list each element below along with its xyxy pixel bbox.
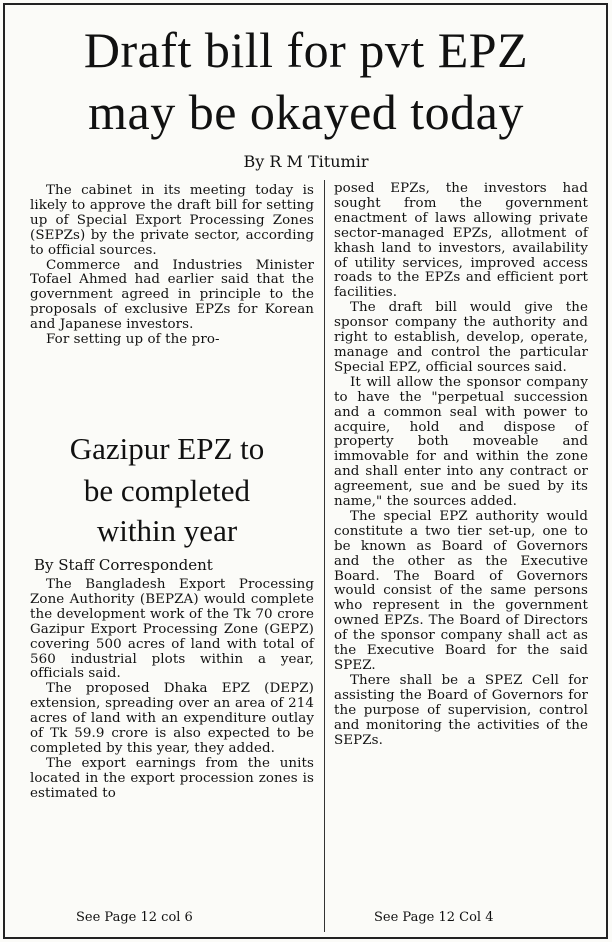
paragraph: The Bangladesh Export Processing Zone Authority (BEPZA) would complete the development work of the Tk 70 crore Gazipur Export Processing Zone (GEPZ) covering 500 acres of land with total of 560 industrial plots within a year, officials said.: [30, 577, 314, 682]
paragraph: The export earnings from the units located in the export procession zones is estimated to: [30, 755, 314, 801]
paragraph: It will allow the sponsor company to have the "perpetual succession and a common seal with power to acquire, hold and dispose of property both moveable and immovable for and within the zone and shall enter into any contract or agreement, sue and be sued by its name," the sources added.: [334, 374, 588, 510]
sub-headline-line-1: Gazipur EPZ to: [69, 431, 265, 466]
headline-line-2: may be okayed today: [88, 84, 524, 140]
headline-line-1: Draft bill for pvt EPZ: [83, 22, 529, 78]
paragraph: posed EPZs, the investors had sought from the government enactment of laws allowing private sector-managed EPZs, allotment of khash land to investors, availability of utility services, improved access roads to the EPZs and efficient port facilities.: [334, 181, 588, 301]
continued-reference-left: See Page 12 col 6: [76, 910, 193, 925]
paragraph: The draft bill would give the sponsor company the authority and right to establish, develop, operate, manage and control the particular Special EPZ, official sources said.: [334, 300, 588, 375]
paragraph: The proposed Dhaka EPZ (DEPZ) extension, spreading over an area of 214 acres of land with an expenditure outlay of Tk 59.9 crore is also expected to be completed by this year, they added.: [30, 681, 314, 756]
main-byline: By R M Titumir: [243, 152, 369, 171]
paragraph: Commerce and Industries Minister Tofael Ahmed had earlier said that the government agreed in principle to the proposals of exclusive EPZs for Korean and Japanese investors.: [30, 257, 314, 333]
paragraph: The cabinet in its meeting today is likely to approve the draft bill for setting up of Special Export Processing Zones (SEPZs) by the private sector, according to official sources.: [30, 183, 314, 258]
continued-reference-right: See Page 12 Col 4: [374, 910, 494, 925]
sub-article-column: [30, 578, 314, 802]
sub-byline: By Staff Correspondent: [34, 556, 213, 574]
sub-headline-line-2: be completed: [83, 473, 251, 508]
main-article-column-1: [30, 184, 314, 348]
paragraph: The special EPZ authority would constitute a two tier set-up, one to be known as Board of Governors and the other as the Executive Board. The Board of Governors would consist of the same persons who represent in the government owned EPZs. The Board of Directors of the sponsor company shall act as the Executive Board for the said SPEZ.: [334, 508, 588, 673]
sub-headline-line-3: within year: [96, 513, 238, 548]
paragraph: There shall be a SPEZ Cell for assisting the Board of Governors for the purpose of supervision, control and monitoring the activities of the SEPZs.: [334, 672, 588, 748]
paragraph: For setting up of the pro-: [46, 332, 220, 348]
column-divider: [324, 180, 325, 932]
main-article-column-2: [334, 182, 588, 748]
